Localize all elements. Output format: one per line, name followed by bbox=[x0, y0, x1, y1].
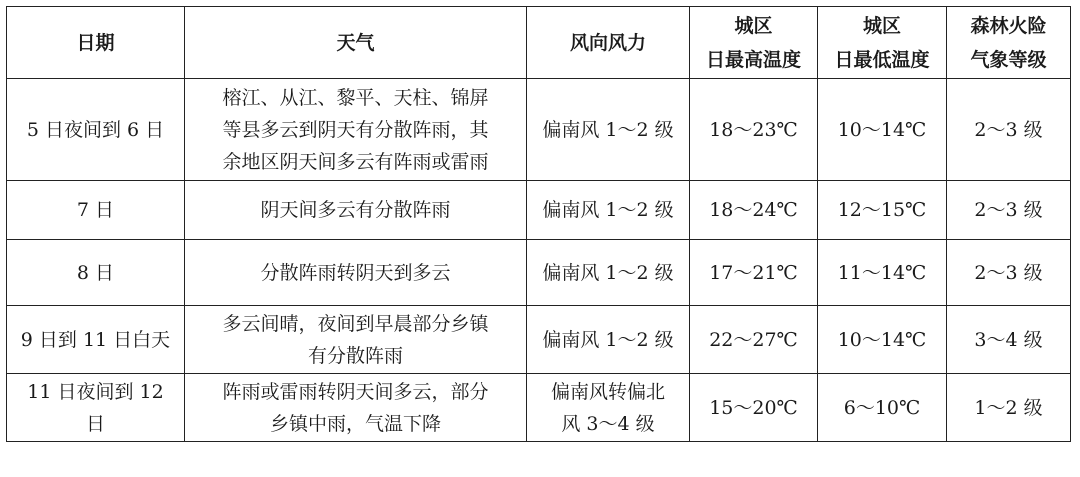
wind-cell bbox=[527, 374, 690, 442]
header-line: 风向风力 bbox=[569, 31, 646, 54]
fire-risk-cell: 2～3 级 bbox=[947, 181, 1071, 240]
header-line: 日最低温度 bbox=[834, 48, 930, 71]
fire-risk-cell: 2～3 级 bbox=[947, 240, 1071, 306]
wind-line: 风 3～4 级 bbox=[561, 412, 655, 435]
weather-line: 乡镇中雨，气温下降 bbox=[269, 412, 441, 435]
header-low-temp bbox=[818, 7, 947, 79]
wind-cell bbox=[527, 79, 690, 181]
header-line: 日最高温度 bbox=[705, 48, 801, 71]
weather-cell bbox=[185, 374, 527, 442]
wind-line: 偏南风 1～2 级 bbox=[542, 328, 674, 351]
weather-cell bbox=[185, 181, 527, 240]
weather-line: 余地区阴天间多云有阵雨或雷雨 bbox=[222, 150, 489, 173]
weather-line: 多云间晴，夜间到早晨部分乡镇 bbox=[222, 312, 489, 335]
date-cell: 8 日 bbox=[7, 240, 185, 306]
high-temp-cell: 18～23℃ bbox=[690, 79, 818, 181]
low-temp-cell: 11～14℃ bbox=[818, 240, 947, 306]
fire-risk-cell: 2～3 级 bbox=[947, 79, 1071, 181]
high-temp-cell: 17～21℃ bbox=[690, 240, 818, 306]
low-temp-cell: 6～10℃ bbox=[818, 374, 947, 442]
weather-line: 分散阵雨转阴天到多云 bbox=[260, 261, 451, 284]
wind-line: 偏南风 1～2 级 bbox=[542, 199, 674, 221]
low-temp-cell: 10～14℃ bbox=[818, 79, 947, 181]
weather-line: 阵雨或雷雨转阴天间多云，部分 bbox=[222, 380, 489, 403]
wind-cell bbox=[527, 240, 690, 306]
table-row bbox=[7, 306, 1071, 374]
header-high-temp bbox=[690, 7, 818, 79]
low-temp-cell: 12～15℃ bbox=[818, 181, 947, 240]
weather-line: 阴天间多云有分散阵雨 bbox=[260, 199, 451, 221]
table-row bbox=[7, 374, 1071, 442]
weather-cell bbox=[185, 306, 527, 374]
high-temp-cell: 15～20℃ bbox=[690, 374, 818, 442]
header-weather bbox=[185, 7, 527, 79]
header-fire-risk bbox=[947, 7, 1071, 79]
weather-cell bbox=[185, 240, 527, 306]
header-line: 日期 bbox=[76, 31, 115, 54]
header-wind bbox=[527, 7, 690, 79]
header-line: 森林火险 bbox=[970, 14, 1047, 37]
header-line: 天气 bbox=[336, 31, 375, 54]
weather-cell bbox=[185, 79, 527, 181]
header-date bbox=[7, 7, 185, 79]
fire-risk-cell: 1～2 级 bbox=[947, 374, 1071, 442]
forecast-table bbox=[6, 6, 1071, 442]
header-row bbox=[7, 7, 1071, 79]
wind-cell bbox=[527, 181, 690, 240]
table-row bbox=[7, 181, 1071, 240]
header-line: 气象等级 bbox=[970, 48, 1047, 71]
wind-cell bbox=[527, 306, 690, 374]
wind-line: 偏南风转偏北 bbox=[550, 380, 665, 403]
weather-line: 有分散阵雨 bbox=[307, 344, 403, 367]
table-row bbox=[7, 240, 1071, 306]
wind-line: 偏南风 1～2 级 bbox=[542, 118, 674, 141]
weather-line: 榕江、从江、黎平、天柱、锦屏 bbox=[222, 86, 489, 109]
date-cell: 7 日 bbox=[7, 181, 185, 240]
high-temp-cell: 22～27℃ bbox=[690, 306, 818, 374]
weather-line: 等县多云到阴天有分散阵雨，其 bbox=[222, 118, 489, 141]
date-cell: 11 日夜间到 12 日 bbox=[7, 374, 185, 442]
date-cell: 5 日夜间到 6 日 bbox=[7, 79, 185, 181]
header-line: 城区 bbox=[734, 14, 773, 37]
date-cell: 9 日到 11 日白天 bbox=[7, 306, 185, 374]
wind-line: 偏南风 1～2 级 bbox=[542, 261, 674, 284]
high-temp-cell: 18～24℃ bbox=[690, 181, 818, 240]
low-temp-cell: 10～14℃ bbox=[818, 306, 947, 374]
fire-risk-cell: 3～4 级 bbox=[947, 306, 1071, 374]
header-line: 城区 bbox=[862, 14, 901, 37]
table-row bbox=[7, 79, 1071, 181]
